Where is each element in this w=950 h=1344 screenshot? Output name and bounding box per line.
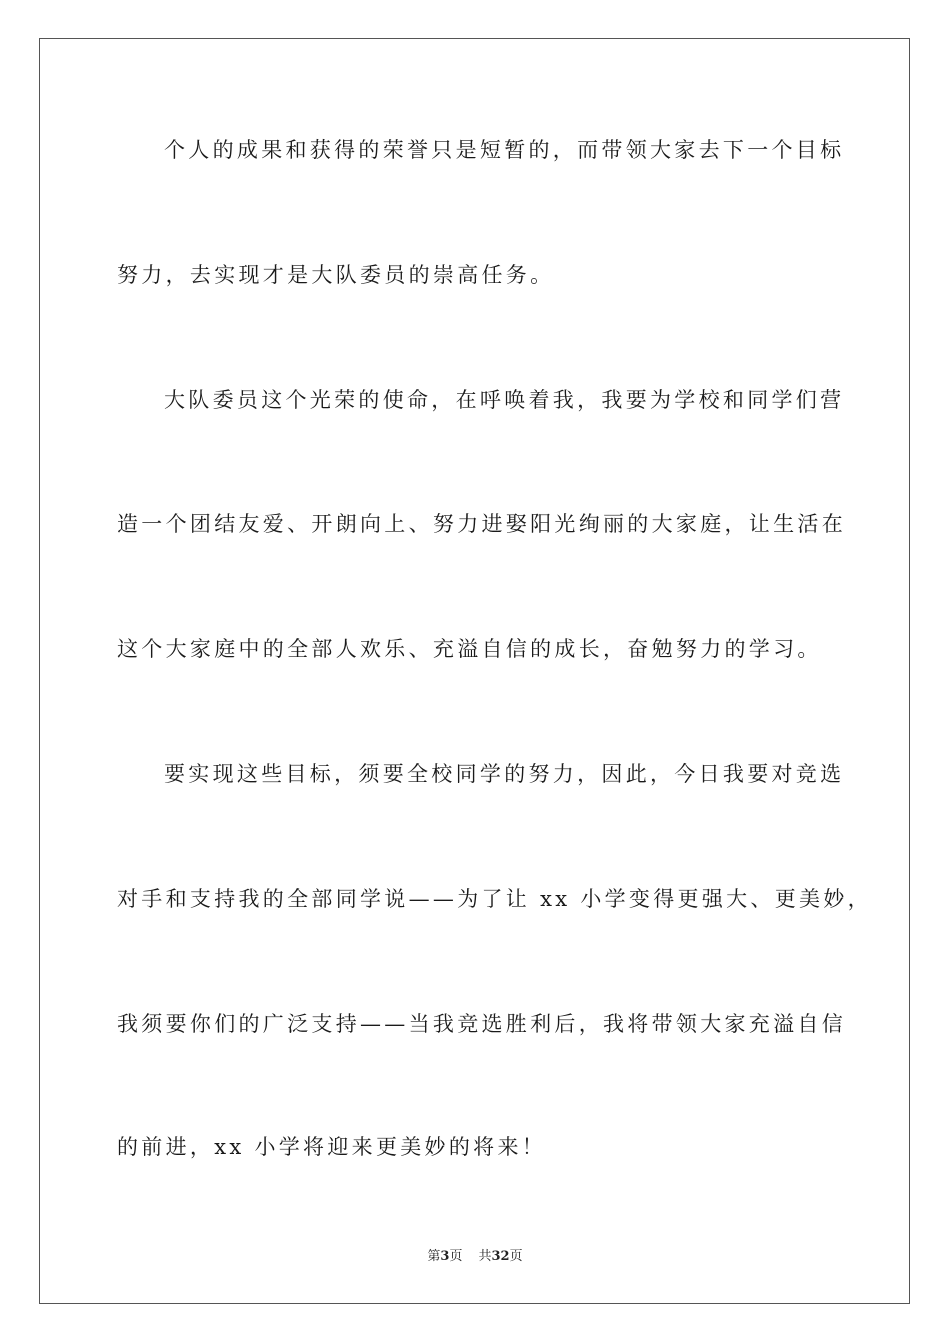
- paragraph-3-line-4: 的前进，xx 小学将迎来更美妙的将来！: [117, 1135, 547, 1159]
- paragraph-2-line-3: 这个大家庭中的全部人欢乐、充溢自信的成长，奋勉努力的学习。: [117, 637, 822, 661]
- paragraph-3-line-1: 要实现这些目标，须要全校同学的努力，因此，今日我要对竞选: [164, 762, 845, 786]
- paragraph-3-line-3: 我须要你们的广泛支持——当我竞选胜利后，我将带领大家充溢自信: [117, 1012, 846, 1036]
- paragraph-2-line-1: 大队委员这个光荣的使命，在呼唤着我，我要为学校和同学们营: [164, 388, 845, 412]
- page-prefix: 第: [427, 1249, 441, 1264]
- total-prefix: 共: [478, 1249, 492, 1264]
- page-frame: [39, 38, 910, 1304]
- total-pages: 32: [491, 1249, 510, 1264]
- paragraph-3-line-2: 对手和支持我的全部同学说——为了让 xx 小学变得更强大、更美妙，: [117, 887, 872, 911]
- page-suffix: 页: [449, 1249, 463, 1264]
- page-number: 3: [440, 1249, 450, 1264]
- paragraph-2-line-2: 造一个团结友爱、开朗向上、努力进娶阳光绚丽的大家庭，让生活在: [117, 512, 846, 536]
- paragraph-1-line-1: 个人的成果和获得的荣誉只是短暂的，而带领大家去下一个目标: [164, 138, 845, 162]
- page-footer: [0, 1248, 950, 1266]
- total-suffix: 页: [509, 1249, 523, 1264]
- paragraph-1-line-2: 努力，去实现才是大队委员的崇高任务。: [117, 263, 555, 287]
